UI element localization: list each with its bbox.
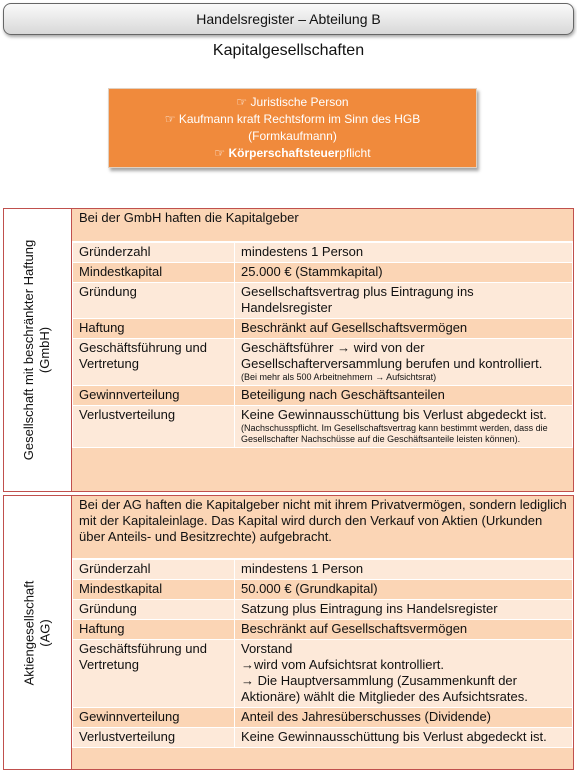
row-label: Mindestkapital: [73, 580, 235, 600]
row-value: Vorstand →wird vom Aufsichtsrat kontrolliert. → Die Hauptversammlung (Zusammenkunft der Aktionäre) wählt die Mitglieder des Aufsichtsrates.: [235, 640, 573, 708]
row-label: Gewinnverteilung: [73, 708, 235, 728]
row-value: Keine Gewinnausschüttung bis Verlust abgedeckt ist.: [235, 728, 573, 748]
row-note: (Bei mehr als 500 Arbeitnehmern → Aufsichtsrat): [241, 372, 437, 382]
info-line-1: ☞ Juristische Person: [236, 95, 349, 109]
row-label: Mindestkapital: [73, 263, 235, 283]
row-value: Anteil des Jahresüberschusses (Dividende): [235, 708, 573, 728]
table-row: [73, 283, 573, 319]
ag-intro: Bei der AG haften die Kapitalgeber nicht mit ihrem Privatvermögen, sondern lediglich mit der Kapitaleinlage. Das Kapital wird durch den Verkauf von Aktien (Urkunden über Anteils- und Besitzrechte) aufgebracht.: [72, 496, 573, 559]
pointing-hand-icon: ☞: [214, 146, 226, 160]
row-label: Geschäftsführung und Vertretung: [73, 640, 235, 708]
pointing-hand-icon: ☞: [164, 112, 176, 126]
gmbh-section: [3, 208, 574, 492]
table-row: [73, 728, 573, 748]
pointing-hand-icon: ☞: [236, 95, 248, 109]
row-label: Geschäftsführung und Vertretung: [73, 339, 235, 386]
table-row: [73, 708, 573, 728]
table-row: [73, 243, 573, 263]
info-line-2b: (Formkaufmann): [248, 129, 337, 143]
info-box: [108, 88, 477, 168]
row-label: Verlustverteilung: [73, 728, 235, 748]
gmbh-table: [72, 242, 573, 448]
table-row: [73, 640, 573, 708]
info-line-2: ☞ Kaufmann kraft Rechtsform im Sinn des HGB: [164, 112, 421, 126]
row-note: (Nachschusspflicht. Im Gesellschaftsvertrag kann bestimmt werden, dass die Gesellschafter Nachschüsse auf die Geschäftsanteile leisten können).: [241, 423, 548, 444]
row-value: 25.000 € (Stammkapital): [235, 263, 573, 283]
info-line-3: ☞ Körperschaftsteuerpflicht: [214, 146, 371, 160]
row-label: Gründung: [73, 283, 235, 319]
gmbh-sidebar-label: Gesellschaft mit beschränkter Haftung (GmbH): [21, 239, 53, 461]
header-banner: [3, 3, 574, 35]
row-value: mindestens 1 Person: [235, 243, 573, 263]
header-title: Handelsregister – Abteilung B: [196, 11, 381, 27]
row-label: Haftung: [73, 620, 235, 640]
table-row: [73, 580, 573, 600]
row-value: Satzung plus Eintragung ins Handelsregister: [235, 600, 573, 620]
ag-section: [3, 495, 574, 770]
section-title: Kapitalgesellschaften: [212, 42, 365, 59]
row-value: Geschäftsführer → wird von der Gesellschafterversammlung berufen und kontrolliert. (Bei mehr als 500 Arbeitnehmern → Aufsichtsrat): [235, 339, 573, 386]
table-row: [73, 319, 573, 339]
table-row: [73, 560, 573, 580]
row-value: Beschränkt auf Gesellschaftsvermögen: [235, 319, 573, 339]
row-label: Verlustverteilung: [73, 406, 235, 448]
table-row: [73, 600, 573, 620]
ag-table: [72, 559, 573, 748]
table-row: [73, 339, 573, 386]
ag-sidebar: [4, 496, 72, 769]
row-label: Gründung: [73, 600, 235, 620]
row-label: Gründerzahl: [73, 243, 235, 263]
gmbh-intro: Bei der GmbH haften die Kapitalgeber: [72, 209, 573, 242]
gmbh-sidebar: [4, 209, 72, 491]
row-value: Beschränkt auf Gesellschaftsvermögen: [235, 620, 573, 640]
row-value: 50.000 € (Grundkapital): [235, 580, 573, 600]
row-value: Gesellschaftsvertrag plus Eintragung ins Handelsregister: [235, 283, 573, 319]
table-row: [73, 406, 573, 448]
table-row: [73, 386, 573, 406]
row-value: mindestens 1 Person: [235, 560, 573, 580]
table-row: [73, 263, 573, 283]
row-label: Haftung: [73, 319, 235, 339]
row-label: Gründerzahl: [73, 560, 235, 580]
ag-sidebar-label: Aktiengesellschaft (AG): [21, 580, 53, 685]
row-value: Beteiligung nach Geschäftsanteilen: [235, 386, 573, 406]
table-row: [73, 620, 573, 640]
row-label: Gewinnverteilung: [73, 386, 235, 406]
row-value: Keine Gewinnausschüttung bis Verlust abgedeckt ist. (Nachschusspflicht. Im Gesellschaftsvertrag kann bestimmt werden, dass die Gesellschafter Nachschüsse auf die Geschäftsanteile leisten können).: [235, 406, 573, 448]
